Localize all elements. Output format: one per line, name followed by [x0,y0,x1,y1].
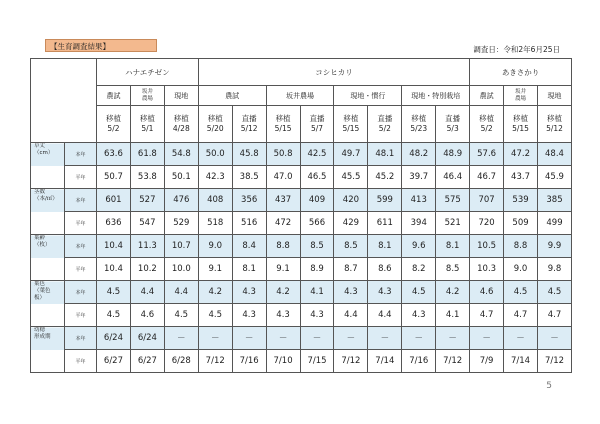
value-cell: － [537,327,571,350]
value-cell: 4.4 [368,304,402,327]
value-cell: 601 [97,189,131,212]
value-cell: 518 [198,212,232,235]
planting-method: 移植 [513,114,529,123]
value-cell: 10.5 [470,235,504,258]
planting-header [266,106,300,143]
metric-label [31,327,65,373]
value-cell: 4.4 [334,304,368,327]
value-cell: 4.3 [232,304,266,327]
value-cell: 8.8 [266,235,300,258]
value-cell: 4.3 [334,281,368,304]
value-cell: 57.6 [470,143,504,166]
planting-date: 5/1 [141,124,154,133]
value-cell: 516 [232,212,266,235]
table-row [31,327,572,350]
value-cell: 10.4 [97,235,131,258]
value-cell: 4.5 [198,304,232,327]
value-cell: 4.4 [130,281,164,304]
value-cell: 45.9 [537,166,571,189]
table-row [31,212,572,235]
metric-label [31,281,65,327]
value-cell: 11.3 [130,235,164,258]
planting-method: 移植 [546,114,562,123]
year-label: 本年 [65,327,97,350]
planting-date: 5/2 [378,124,391,133]
value-cell: 50.1 [164,166,198,189]
variety-header-row [31,59,572,86]
value-cell: 45.2 [368,166,402,189]
value-cell: 4.5 [402,281,436,304]
value-cell: 7/15 [300,350,334,373]
value-cell: 8.4 [232,235,266,258]
table-row [31,258,572,281]
value-cell: 8.6 [368,258,402,281]
planting-method: 移植 [479,114,495,123]
value-cell: 61.8 [130,143,164,166]
value-cell: 408 [198,189,232,212]
value-cell: 42.5 [300,143,334,166]
table-row [31,281,572,304]
value-cell: 599 [368,189,402,212]
value-cell: 437 [266,189,300,212]
value-cell: 4.2 [198,281,232,304]
planting-header [164,106,198,143]
value-cell: 42.3 [198,166,232,189]
table-row [31,143,572,166]
value-cell: 527 [130,189,164,212]
value-cell: 43.7 [504,166,538,189]
value-cell: 8.1 [436,235,470,258]
metric-label-text: 葉齢 （枚） [34,235,51,248]
value-cell: 45.5 [334,166,368,189]
planting-date: 5/12 [546,124,563,133]
table-row [31,166,572,189]
planting-header [300,106,334,143]
value-cell: 8.1 [368,235,402,258]
site-label: 現地・慣行 [350,91,386,100]
value-cell: － [266,327,300,350]
planting-method: 移植 [411,114,427,123]
value-cell: 7/14 [368,350,402,373]
value-cell: 48.4 [537,143,571,166]
metric-label [31,235,65,281]
value-cell: 7/16 [232,350,266,373]
value-cell: 8.5 [334,235,368,258]
value-cell: 50.7 [97,166,131,189]
value-cell: 356 [232,189,266,212]
corner-cell [31,59,97,143]
value-cell: 8.1 [232,258,266,281]
value-cell: 9.1 [198,258,232,281]
value-cell: － [334,327,368,350]
year-label: 平年 [65,350,97,373]
planting-header [537,106,571,143]
planting-header-row [31,106,572,143]
value-cell: 4.5 [97,304,131,327]
value-cell: 8.8 [504,235,538,258]
year-label: 平年 [65,304,97,327]
value-cell: 409 [300,189,334,212]
planting-date: 5/2 [107,124,120,133]
value-cell: 7/12 [198,350,232,373]
value-cell: 539 [504,189,538,212]
variety-header: あきさかり [470,59,572,86]
value-cell: 476 [164,189,198,212]
planting-date: 5/2 [480,124,493,133]
value-cell: 45.8 [232,143,266,166]
value-cell: － [300,327,334,350]
planting-date: 5/12 [240,124,258,133]
value-cell: 38.5 [232,166,266,189]
value-cell: 10.0 [164,258,198,281]
table-row [31,189,572,212]
value-cell: 47.0 [266,166,300,189]
growth-survey-table [30,58,572,373]
planting-header [334,106,368,143]
variety-header: ハナエチゼン [97,59,199,86]
planting-header [232,106,266,143]
year-label: 本年 [65,235,97,258]
value-cell: － [368,327,402,350]
value-cell: 4.5 [164,304,198,327]
planting-header [436,106,470,143]
planting-method: 移植 [343,114,359,123]
planting-header [504,106,538,143]
value-cell: 4.2 [266,281,300,304]
variety-header: コシヒカリ [198,59,469,86]
value-cell: 50.8 [266,143,300,166]
site-header [402,86,470,106]
table-row [31,235,572,258]
metric-label [31,189,65,235]
planting-method: 移植 [139,114,155,123]
planting-method: 直播 [445,114,461,123]
value-cell: 9.8 [537,258,571,281]
value-cell: 509 [504,212,538,235]
value-cell: － [436,327,470,350]
page-number: 5 [546,381,552,391]
value-cell: － [164,327,198,350]
site-label: 坂井農場 [515,88,527,102]
value-cell: － [198,327,232,350]
planting-header [130,106,164,143]
value-cell: 394 [402,212,436,235]
planting-header [470,106,504,143]
value-cell: 48.1 [368,143,402,166]
site-header [470,86,504,106]
value-cell: 8.7 [334,258,368,281]
value-cell: 9.0 [504,258,538,281]
planting-method: 直播 [241,114,257,123]
metric-label-text: 草丈 （cm） [34,143,54,156]
site-header [334,86,402,106]
site-header [97,86,131,106]
value-cell: － [402,327,436,350]
value-cell: 6/27 [97,350,131,373]
value-cell: 4.3 [300,304,334,327]
value-cell: 6/24 [97,327,131,350]
value-cell: 4.3 [368,281,402,304]
value-cell: 7/14 [504,350,538,373]
planting-date: 5/7 [310,124,324,133]
year-label: 本年 [65,143,97,166]
site-label: 農試 [106,91,121,100]
value-cell: 9.6 [402,235,436,258]
value-cell: 4.5 [504,281,538,304]
value-cell: 50.0 [198,143,232,166]
value-cell: 6/24 [130,327,164,350]
site-header [130,86,164,106]
value-cell: 4.4 [164,281,198,304]
planting-header [198,106,232,143]
planting-method: 移植 [173,114,189,123]
value-cell: 413 [402,189,436,212]
value-cell: 6/28 [164,350,198,373]
value-cell: 46.5 [300,166,334,189]
year-label: 平年 [65,212,97,235]
value-cell: 420 [334,189,368,212]
planting-date: 5/15 [274,124,292,133]
value-cell: 566 [300,212,334,235]
value-cell: 720 [470,212,504,235]
value-cell: 9.0 [198,235,232,258]
value-cell: 7/12 [436,350,470,373]
planting-date: 4/28 [172,124,190,133]
value-cell: 7/12 [334,350,368,373]
value-cell: 63.6 [97,143,131,166]
metric-label [31,143,65,189]
site-header-row [31,86,572,106]
planting-date: 5/20 [206,124,224,133]
site-label: 農試 [225,91,240,100]
value-cell: 8.2 [402,258,436,281]
value-cell: 10.2 [130,258,164,281]
value-cell: 4.7 [537,304,571,327]
value-cell: － [504,327,538,350]
value-cell: 7/10 [266,350,300,373]
site-label: 現地 [174,91,189,100]
value-cell: 521 [436,212,470,235]
value-cell: 4.6 [470,281,504,304]
year-label: 平年 [65,166,97,189]
planting-header [97,106,131,143]
planting-method: 移植 [207,114,223,123]
value-cell: 4.7 [504,304,538,327]
year-label: 平年 [65,258,97,281]
year-label: 本年 [65,281,97,304]
value-cell: 10.7 [164,235,198,258]
value-cell: 4.7 [470,304,504,327]
value-cell: 472 [266,212,300,235]
value-cell: 7/9 [470,350,504,373]
survey-date: 調査日：令和2年6月25日 [473,45,560,54]
value-cell: 7/12 [537,350,571,373]
value-cell: 10.3 [470,258,504,281]
value-cell: 8.5 [300,235,334,258]
value-cell: 47.2 [504,143,538,166]
value-cell: 611 [368,212,402,235]
value-cell: 429 [334,212,368,235]
value-cell: 4.6 [130,304,164,327]
value-cell: 4.1 [436,304,470,327]
planting-date: 5/15 [512,124,529,133]
value-cell: 4.3 [232,281,266,304]
table-row [31,304,572,327]
year-label: 本年 [65,189,97,212]
value-cell: 575 [436,189,470,212]
metric-label-text: 幼穂 形成期 [34,327,51,340]
value-cell: 636 [97,212,131,235]
planting-method: 移植 [275,114,291,123]
value-cell: 49.7 [334,143,368,166]
value-cell: 8.9 [300,258,334,281]
value-cell: 53.8 [130,166,164,189]
site-label: 農試 [479,91,494,100]
metric-label-text: 葉色 （葉色 板） [34,281,51,301]
planting-header [402,106,436,143]
value-cell: 4.3 [402,304,436,327]
site-header [198,86,266,106]
planting-header [368,106,402,143]
site-label: 現地 [547,91,562,100]
value-cell: 7/16 [402,350,436,373]
value-cell: 48.9 [436,143,470,166]
planting-date: 5/3 [446,124,459,133]
site-label: 現地・特別栽培 [411,91,461,100]
value-cell: 4.2 [436,281,470,304]
table-row [31,350,572,373]
value-cell: 529 [164,212,198,235]
value-cell: － [232,327,266,350]
value-cell: 4.3 [266,304,300,327]
value-cell: 46.7 [470,166,504,189]
value-cell: 8.5 [436,258,470,281]
value-cell: 10.4 [97,258,131,281]
value-cell: 46.4 [436,166,470,189]
value-cell: 707 [470,189,504,212]
site-label: 坂井農場 [286,91,315,100]
site-header [504,86,538,106]
value-cell: 499 [537,212,571,235]
planting-date: 5/23 [410,124,428,133]
section-title: 【生育調査結果】 [45,39,157,52]
value-cell: 54.8 [164,143,198,166]
planting-method: 直播 [309,114,325,123]
site-label: 坂井農場 [141,88,153,102]
metric-label-text: 茎数 （本/㎡） [34,189,58,202]
value-cell: 9.9 [537,235,571,258]
value-cell: 547 [130,212,164,235]
value-cell: 6/27 [130,350,164,373]
value-cell: 39.7 [402,166,436,189]
site-header [164,86,198,106]
planting-method: 移植 [105,114,121,123]
site-header [266,86,334,106]
value-cell: 385 [537,189,571,212]
value-cell: － [470,327,504,350]
value-cell: 4.5 [537,281,571,304]
planting-date: 5/15 [342,124,360,133]
value-cell: 4.1 [300,281,334,304]
value-cell: 48.2 [402,143,436,166]
value-cell: 9.1 [266,258,300,281]
value-cell: 4.5 [97,281,131,304]
site-header [537,86,571,106]
planting-method: 直播 [377,114,393,123]
